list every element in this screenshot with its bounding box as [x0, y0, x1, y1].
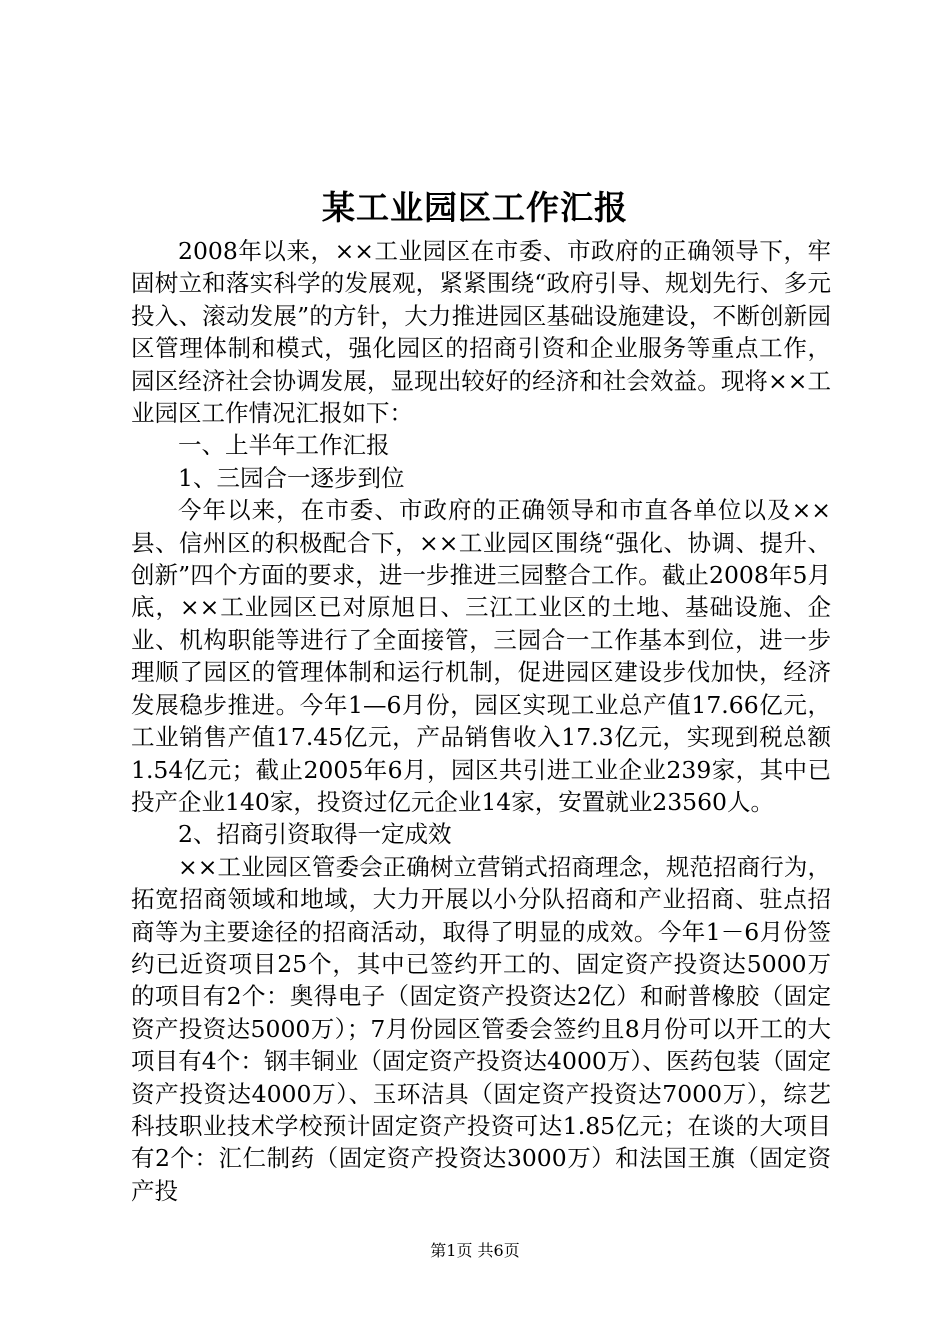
paragraph-section-2: ××工业园区管委会正确树立营销式招商理念，规范招商行为，拓宽招商领域和地域，大力开展以小分队招商和产业招商、驻点招商等为主要途径的招商活动，取得了明显的成效。今年1－6月份签约已近资项目25个，其中已签约开工的、固定资产投资达5000万的项目有2个：奥得电子（固定资产投资达2亿）和耐普橡胶（固定资产投资达5000万）；7月份园区管委会签约且8月份可以开工的大项目有4个：钢丰铜业（固定资产投资达4000万）、医药包装（固定资产投资达4000万）、玉环洁具（固定资产投资达7000万），综艺科技职业技术学校预计固定资产投资可达1.85亿元；在谈的大项目有2个：汇仁制药（固定资产投资达3000万）和法国王旗（固定资产投 — [131, 852, 831, 1205]
paragraph-section-1: 今年以来，在市委、市政府的正确领导和市直各单位以及××县、信州区的积极配合下，××工业园区围绕“强化、协调、提升、创新”四个方面的要求，进一步推进三园整合工作。截止2008年5月底，××工业园区已对原旭日、三江工业区的土地、基础设施、企业、机构职能等进行了全面接管，三园合一工作基本到位，进一步理顺了园区的管理体制和运行机制，促进园区建设步伐加快，经济发展稳步推进。今年1—6月份，园区实现工业总产值17.66亿元，工业销售产值17.45亿元，产品销售收入17.3亿元，实现到税总额1.54亿元；截止2005年6月，园区共引进工业企业239家，其中已投产企业140家，投资过亿元企业14家，安置就业23560人。 — [131, 496, 831, 816]
section-heading-1: 一、上半年工作汇报 — [178, 431, 390, 460]
document-title: 某工业园区工作汇报 — [322, 188, 628, 227]
page-footer: 第1页 共6页 — [430, 1241, 520, 1260]
subsection-heading-1: 1、三园合一逐步到位 — [178, 463, 405, 492]
subsection-heading-2: 2、招商引资取得一定成效 — [178, 820, 452, 849]
paragraph-intro: 2008年以来，××工业园区在市委、市政府的正确领导下，牢固树立和落实科学的发展观，紧紧围绕“政府引导、规划先行、多元投入、滚动发展”的方针，大力推进园区基础设施建设，不断创新园区管理体制和模式，强化园区的招商引资和企业服务等重点工作，园区经济社会协调发展，显现出较好的经济和社会效益。现将××工业园区工作情况汇报如下： — [131, 237, 831, 428]
document-body — [131, 235, 831, 1207]
